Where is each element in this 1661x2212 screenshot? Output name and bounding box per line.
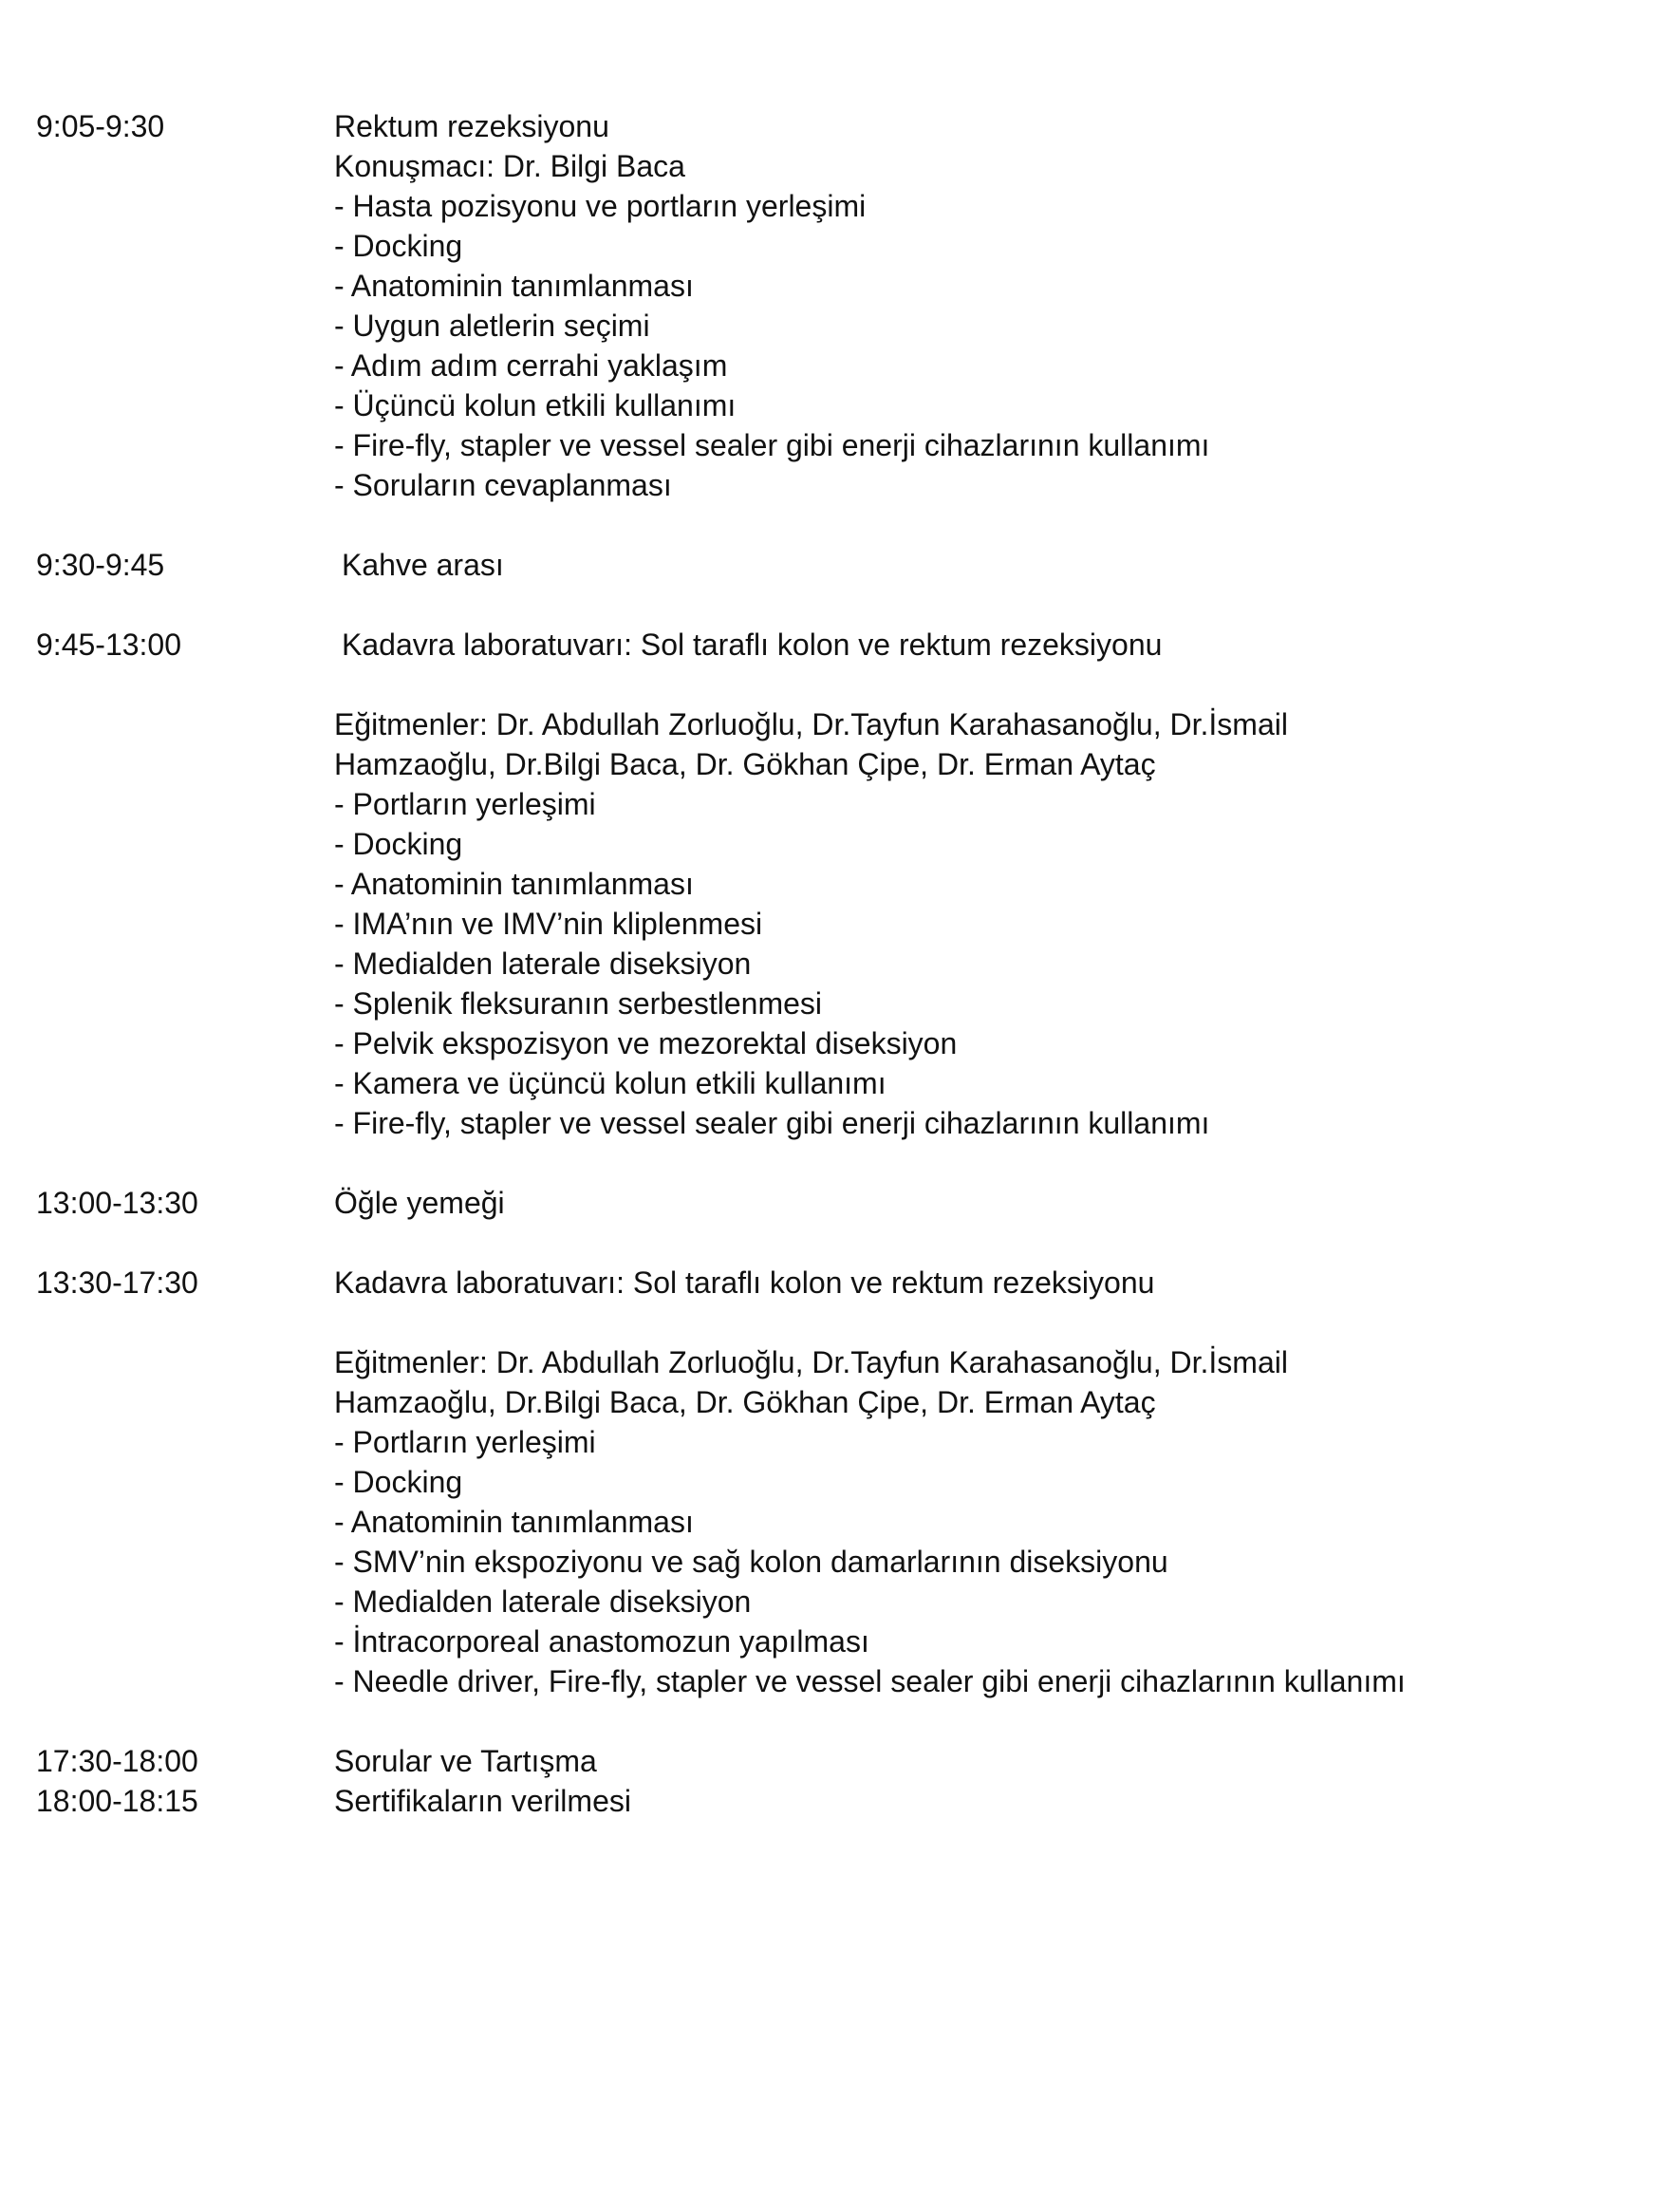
session-content <box>334 1263 1625 1303</box>
session-content <box>334 1741 1625 1781</box>
instructors-line: Eğitmenler: Dr. Abdullah Zorluoğlu, Dr.Tayfun Karahasanoğlu, Dr.İsmail <box>334 1345 1288 1379</box>
topic-item: - SMV’nin ekspoziyonu ve sağ kolon damarlarının diseksiyonu <box>334 1545 1168 1579</box>
topic-item: - Docking <box>334 827 463 861</box>
topic-item: - Kamera ve üçüncü kolun etkili kullanımı <box>334 1066 886 1100</box>
session-title: Rektum rezeksiyonu <box>334 109 609 143</box>
speaker-line: Konuşmacı: Dr. Bilgi Baca <box>334 149 685 183</box>
topic-item: - Pelvik ekspozisyon ve mezorektal diseksiyon <box>334 1026 958 1060</box>
session-title: Kadavra laboratuvarı: Sol taraflı kolon ve rektum rezeksiyonu <box>334 1265 1155 1300</box>
session-content <box>334 625 1625 665</box>
instructors-line: Hamzaoğlu, Dr.Bilgi Baca, Dr. Gökhan Çipe, Dr. Erman Aytaç <box>334 1385 1156 1419</box>
topic-item: - Splenik fleksuranın serbestlenmesi <box>334 986 823 1021</box>
time-slot: 9:45-13:00 <box>36 628 182 662</box>
topic-item: - Anatominin tanımlanması <box>334 1505 694 1539</box>
topic-item: - Needle driver, Fire-fly, stapler ve vessel sealer gibi enerji cihazlarının kullanımı <box>334 1664 1406 1698</box>
topic-item: - Anatominin tanımlanması <box>334 269 694 303</box>
session-title: Sertifikaların verilmesi <box>334 1784 631 1818</box>
topic-item: - Docking <box>334 1465 463 1499</box>
topic-item: - Fire-fly, stapler ve vessel sealer gibi enerji cihazlarının kullanımı <box>334 428 1210 462</box>
topic-item: - IMA’nın ve IMV’nin kliplenmesi <box>334 907 763 941</box>
topic-item: - Medialden laterale diseksiyon <box>334 947 752 981</box>
topic-item: - Soruların cevaplanması <box>334 468 672 502</box>
session-title: Öğle yemeği <box>334 1186 505 1220</box>
topic-item: - Adım adım cerrahi yaklaşım <box>334 348 728 383</box>
time-slot: 9:05-9:30 <box>36 109 165 143</box>
topic-item: - Uygun aletlerin seçimi <box>334 309 650 343</box>
topic-item: - Medialden laterale diseksiyon <box>334 1584 752 1619</box>
session-content <box>334 1183 1625 1223</box>
session-content <box>334 704 1625 1143</box>
time-slot: 17:30-18:00 <box>36 1744 198 1778</box>
session-title: Sorular ve Tartışma <box>334 1744 597 1778</box>
time-slot: 13:00-13:30 <box>36 1186 198 1220</box>
session-title: Kahve arası <box>342 548 504 582</box>
topic-item: - İntracorporeal anastomozun yapılması <box>334 1624 869 1659</box>
time-slot: 18:00-18:15 <box>36 1784 198 1818</box>
topic-item: - Docking <box>334 229 463 263</box>
topic-item: - Üçüncü kolun etkili kullanımı <box>334 388 737 422</box>
time-slot: 9:30-9:45 <box>36 548 165 582</box>
topic-item: - Fire-fly, stapler ve vessel sealer gibi enerji cihazlarının kullanımı <box>334 1106 1210 1140</box>
session-content <box>334 1342 1625 1701</box>
topic-item: - Anatominin tanımlanması <box>334 867 694 901</box>
topic-item: - Portların yerleşimi <box>334 1425 596 1459</box>
instructors-line: Hamzaoğlu, Dr.Bilgi Baca, Dr. Gökhan Çipe, Dr. Erman Aytaç <box>334 747 1156 781</box>
session-title: Kadavra laboratuvarı: Sol taraflı kolon ve rektum rezeksiyonu <box>342 628 1163 662</box>
instructors-line: Eğitmenler: Dr. Abdullah Zorluoğlu, Dr.Tayfun Karahasanoğlu, Dr.İsmail <box>334 707 1288 741</box>
session-content <box>334 106 1625 505</box>
session-content <box>334 545 1625 585</box>
topic-item: - Hasta pozisyonu ve portların yerleşimi <box>334 189 867 223</box>
topic-item: - Portların yerleşimi <box>334 787 596 821</box>
session-content <box>334 1781 1625 1821</box>
time-slot: 13:30-17:30 <box>36 1265 198 1300</box>
